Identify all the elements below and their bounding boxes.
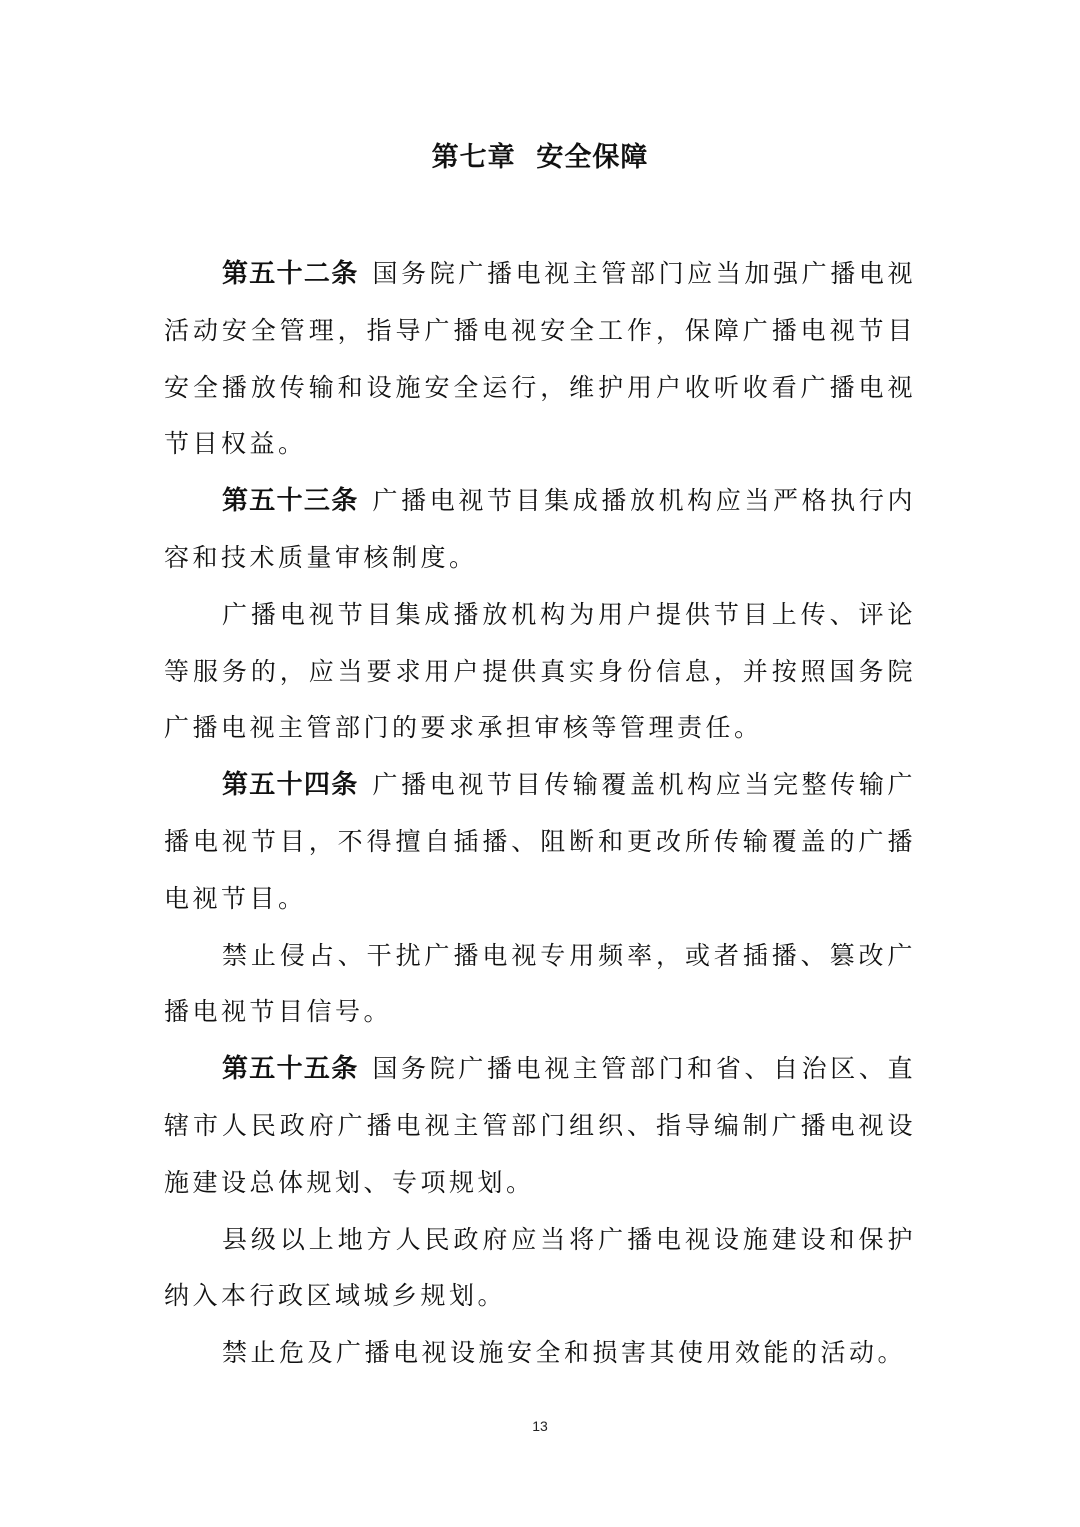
paragraph-article-53-clause-2	[164, 587, 916, 757]
article-text: 国务院广播电视主管部门应当加强广播电视活动安全管理，指导广播电视安全工作，保障广播电视节目安全播放传输和设施安全运行，维护用户收听收看广播电视节目权益。	[164, 259, 916, 459]
article-text: 禁止侵占、干扰广播电视专用频率，或者插播、篡改广播电视节目信号。	[164, 940, 916, 1027]
paragraph-article-52	[164, 246, 916, 473]
article-text: 禁止危及广播电视设施安全和损害其使用效能的活动。	[222, 1338, 907, 1368]
paragraph-article-54	[164, 757, 916, 927]
article-heading: 第五十三条	[222, 486, 359, 517]
paragraph-article-55	[164, 1041, 916, 1211]
document-body	[164, 246, 916, 1382]
paragraph-article-54-clause-2	[164, 928, 916, 1042]
article-text: 国务院广播电视主管部门和省、自治区、直辖市人民政府广播电视主管部门组织、指导编制广播电视设施建设总体规划、专项规划。	[164, 1054, 916, 1197]
article-text: 广播电视节目集成播放机构为用户提供节目上传、评论等服务的，应当要求用户提供真实身份信息，并按照国务院广播电视主管部门的要求承担审核等管理责任。	[164, 599, 916, 743]
article-text: 广播电视节目集成播放机构应当严格执行内容和技术质量审核制度。	[164, 486, 916, 572]
article-heading: 第五十二条	[222, 259, 359, 289]
article-text: 广播电视节目传输覆盖机构应当完整传输广播电视节目，不得擅自插播、阻断和更改所传输覆盖的广播电视节目。	[164, 770, 916, 913]
paragraph-article-55-clause-3	[164, 1325, 916, 1382]
article-heading: 第五十五条	[222, 1054, 359, 1085]
chapter-title: 第七章 安全保障	[431, 142, 649, 173]
article-heading: 第五十四条	[222, 770, 359, 801]
page-number: 13	[532, 1418, 548, 1434]
paragraph-article-55-clause-2	[164, 1212, 916, 1326]
article-text: 县级以上地方人民政府应当将广播电视设施建设和保护纳入本行政区域城乡规划。	[164, 1224, 916, 1311]
paragraph-article-53	[164, 473, 916, 587]
